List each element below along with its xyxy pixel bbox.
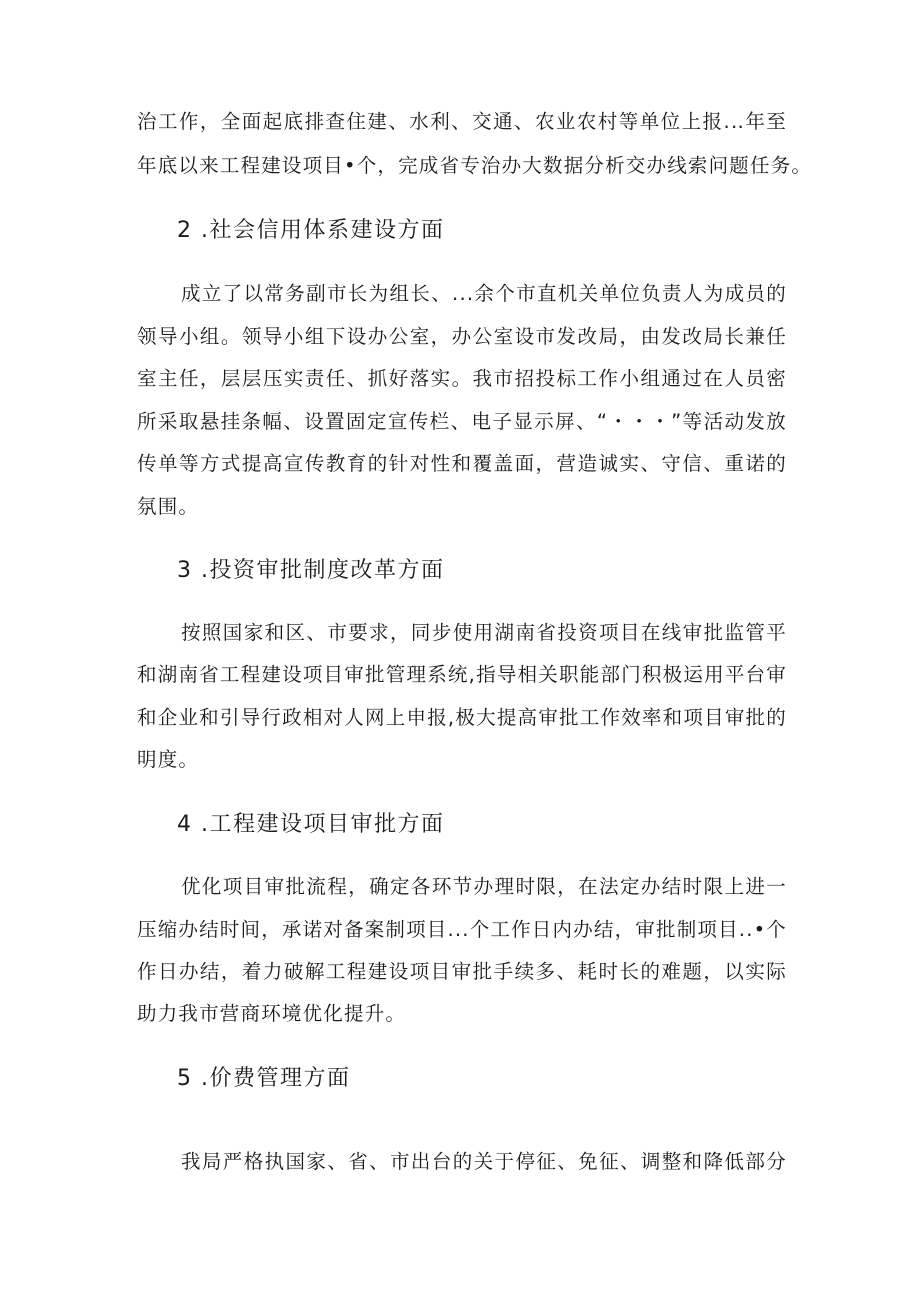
section-2-line-5: 传单等方式提高宣传教育的针对性和覆盖面，营造诚实、守信、重诺的 [137,452,787,475]
intro-line-2: 年底以来工程建设项目•个，完成省专治办大数据分析交办线索问题任务。 [137,154,813,177]
section-2-line-6: 氛围。 [137,495,200,518]
section-2-line-1: 成立了以常务副市长为组长、...余个市直机关单位负责人为成员的 [181,282,787,305]
section-2-line-4: 所采取悬挂条幅、设置固定宣传栏、电子显示屏、“・・・”等活动发放 [137,410,787,433]
intro-line-1: 治工作，全面起底排查住建、水利、交通、农业农村等单位上报.‥年至 [137,110,787,133]
section-5-heading: 5 .价费管理方面 [177,1066,351,1091]
section-4-line-1: 优化项目审批流程，确定各环节办理时限，在法定办结时限上进一 [181,875,787,898]
section-4-line-2: 压缩办结时间，承诺对备案制项目...个工作日内办结，审批制项目..•个 [137,918,787,941]
section-3-line-4: 明度。 [137,748,200,771]
section-4-line-3: 作日办结，着力破解工程建设项目审批手续多、耗时长的难题，以实际 [137,960,787,983]
section-5-line-1: 我局严格执国家、省、市出台的关于停征、免征、调整和降低部分 [181,1150,787,1173]
section-3-line-1: 按照国家和区、市要求，同步使用湖南省投资项目在线审批监管平 [181,621,787,644]
section-2-line-3: 室主任，层层压实责任、抓好落实。我市招投标工作小组通过在人员密 [137,367,787,390]
section-4-heading: 4 .工程建设项目审批方面 [177,812,445,837]
section-3-line-2: 和湖南省工程建设项目审批管理系统,指导相关职能部门积极运用平台审 [137,663,787,686]
section-3-heading: 3 .投资审批制度改革方面 [177,558,445,583]
section-3-line-3: 和企业和引导行政相对人网上申报,极大提高审批工作效率和项目审批的 [137,706,787,729]
section-4-line-4: 助力我市营商环境优化提升。 [137,1002,407,1025]
section-2-heading: 2 .社会信用体系建设方面 [177,218,445,243]
section-2-line-2: 领导小组。领导小组下设办公室，办公室设市发改局，由发改局长兼任 [137,325,787,348]
